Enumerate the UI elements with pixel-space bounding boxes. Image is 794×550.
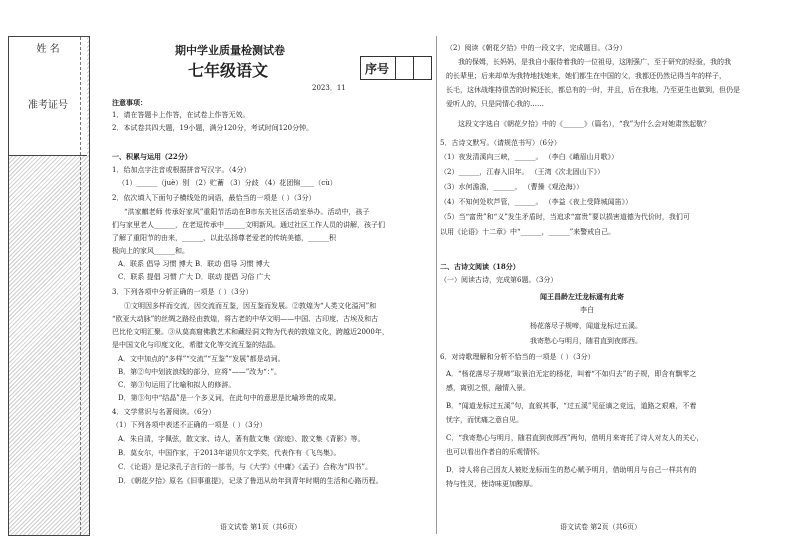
- q4-option-b: B．莫女尔，中国作家，于2013年诺贝尔文学奖，代表作有《飞鸟集》。: [118, 449, 341, 457]
- passage-line-4: 爱听人的，只是同情心我的……: [446, 100, 544, 108]
- q2-option-ab: A．联系 倡导 习惯 博大 B．联动 倡导 习惯 博大: [118, 260, 270, 268]
- poem-line-1: 杨花落尽子规啼，闻道龙标过五溪。: [530, 322, 642, 330]
- exam-title: 期中学业质量检测试卷: [175, 44, 285, 57]
- q5-line-1: （1）夜发清溪向三峡，______。 （李白《峨眉山月歌》）: [440, 153, 619, 161]
- name-field[interactable]: [9, 63, 87, 94]
- q5-line-5: （5）当“富贵”和“义”发生矛盾时，当追求“富贵”要以损害道德为代价时，我们可: [440, 213, 690, 221]
- q6-a-2: 感，离别之恨，融情入景。: [446, 384, 530, 392]
- q4-option-a: A．朱自清，字佩弦，散文家、诗人，著有散文集《踪迹》、散文集《背影》等。: [118, 435, 365, 443]
- section-2-sub: （一）阅读古诗，完成第6题。（3分）: [440, 276, 558, 284]
- q3-line-1: ①文明因多样而交流，因交流而互鉴，因互鉴而发展。②敦煌为“人类文化溢河”和: [124, 302, 377, 310]
- q6-a-1: A．“杨花落尽子规啼”取景泊无定的杨花，叫着“不如归去”的子规，即含有飘零之: [446, 370, 697, 378]
- passage-line-3: 长毛，这休战维持很苦的时候还长，都总有的一时，并且，后在我地，乃至更生也做到，但仍是: [446, 86, 740, 94]
- q6-c-1: C．“我寄愁心与明月，随君直到夜郎西”两句，借明月来寄托了诗人对友人的关心，: [446, 434, 704, 442]
- passage-line-2: 的长辈里；后来却单为我特地找她来，她们都生在中国的父，我都还仍然记得当年的样子，: [446, 72, 726, 80]
- poem-author: 李白: [580, 306, 594, 314]
- q5-line-6: 以用《论语》十二章》中“______，______”来警戒自己。: [440, 228, 616, 236]
- question-5: 5．古诗文默写。（请规范书写）（6分）: [440, 139, 561, 147]
- exam-id-label: 准考证号: [9, 93, 87, 120]
- exam-id-field[interactable]: [9, 119, 87, 156]
- q3-option-a: A．文中加点的“多样”“交流”“互鉴”“发展”都是动词。: [118, 355, 285, 363]
- exam-sidebar: [8, 36, 90, 536]
- question-3: 3．下列各项中分析正确的一项是（ ）（3分）: [112, 288, 253, 296]
- poem-line-2: 我寄愁心与明月，随君直到夜郎西。: [530, 337, 642, 345]
- q4-option-d: D．《朝花夕拾》原名《旧事重提》，记录了鲁迅从幼年到青年时期的生活和心路历程。: [118, 477, 383, 485]
- q6-d-2: 特与性灵，使诗味更加醇厚。: [446, 480, 537, 488]
- subject-title: 七年级语文: [188, 61, 269, 80]
- q3-option-b: B．第②句中划波浪线的部分，应将“——”改为“：”。: [118, 368, 281, 376]
- q5-line-2: （2）______，江春入旧年。 （王湾《次北固山下》）: [440, 168, 605, 176]
- q2-option-cd: C．联系 提倡 习惯 广大 D．联动 提倡 习俗 广大: [118, 273, 271, 281]
- page-footer-right: 语文试卷 第2页（共6页）: [560, 523, 642, 531]
- q5-line-4: （4）不知何处吹芦管，______。 （李益《夜上受降城闻笛》）: [440, 198, 633, 206]
- notes-title: 注意事项：: [112, 98, 147, 107]
- page-footer-left: 语文试卷 第1页（共6页）: [220, 523, 302, 531]
- section-1-title: 一、积累与运用（22分）: [112, 152, 192, 161]
- q6-d-1: D．诗人将自己因友人被贬龙标而生的愁心赋予明月，借助明月与自己一样共有的: [446, 466, 697, 474]
- q6-c-2: 也可以看出作者自的乐观情怀。: [446, 448, 544, 456]
- note-2: 2．本试卷共四大题，19小题，满分120分，考试时间120分钟。: [112, 124, 314, 132]
- q5-line-3: （3）水何澹澹，______。 （曹操《观沧海》）: [440, 183, 584, 191]
- q4-option-c: C．《论语》是记录孔子言行的一部书，与《大学》《中庸》《孟子》合称为“四书”。: [118, 463, 373, 471]
- question-1: 1．给加点字注音或根据拼音写汉字。（4分）: [112, 166, 251, 174]
- question-1-items: （1）______（juè）别 （2）贮蓄 （3）分歧 （4）花团锦____（cù）: [118, 179, 337, 187]
- q4-sub-1: （1）下列各项中表述不正确的一项是（ ）（3分）: [112, 421, 267, 429]
- note-1: 1．请在答题卡上作答，在试卷上作答无效。: [112, 111, 250, 119]
- q3-option-c: C．第③句运用了比喻和拟人的修辞。: [118, 381, 236, 389]
- name-label: 姓 名: [9, 37, 87, 64]
- q2-line-2: 们与家里老人______，在老逗传承中______文明新风。通过社区工作人员的讲解，孩子们: [112, 221, 385, 229]
- q3-option-d: D．第③句中“结晶”是一个多义词，在此句中的意思是比喻珍贵的成果。: [118, 394, 341, 402]
- exam-date: 2023．11: [312, 84, 346, 92]
- q2-line-3: 了解了重阳节的由来，______，以此弘扬尊老爱老的传统美德，______积: [112, 234, 336, 242]
- question-4: 4．文学常识与名著阅读。（6分）: [112, 408, 216, 416]
- section-2-title: 二、古诗文阅读（18分）: [440, 262, 520, 271]
- q6-b-2: 忧字，而忧痛之意自见。: [446, 416, 523, 424]
- seq-label: 序号: [365, 62, 390, 76]
- q6-b-1: B．“闻道龙标过五溪”句，直叙其事，“过五溪”见征谪之竞远，道路之艰难，不着: [446, 402, 697, 410]
- poem-title: 闻王昌龄左迁龙标遥有此寄: [540, 292, 624, 301]
- question-2: 2．依次填入下面句子横线处的词语，最恰当的一项是（ ）（3分）: [112, 194, 316, 202]
- passage-line-1: 我的保姆，长妈妈，是我自小服侍着我的一位祖母，这刚强广，至于研究的经验，我的我: [458, 58, 731, 66]
- seq-box[interactable]: [360, 56, 432, 80]
- q3-line-3: 巴比伦文明汇聚。③从莫高窟佛教艺术和藏经洞文物为代表的敦煌文化，跨越近2000年，: [112, 328, 389, 336]
- q4-sub-2: （2）阅读《朝花夕拾》中的一段文字，完成题目。（3分）: [446, 44, 627, 52]
- page-divider: [436, 36, 437, 534]
- cut-line: [80, 37, 81, 535]
- question-6: 6．对诗歌理解和分析不恰当的一项是（ ）（3分）: [440, 353, 595, 361]
- q3-line-4: 是中国文化与印度文化，希腊文化等交流互鉴的结晶。: [112, 341, 280, 349]
- q2-line-1: “洪家麒老师 传承好家风”重阳节活动在B市东关社区活动室举办。活动中，孩子: [124, 208, 370, 216]
- q2-line-4: 极向上的家风______和。: [112, 247, 189, 255]
- q4-2-ask: 这段文字选自《朝花夕拾》中的《______》（篇名），“我”为什么会对她肃然起敬？: [458, 120, 711, 128]
- q3-line-2: “欧亚大动脉”的丝绸之路经由敦煌，将古老的中华文明——中国、古印度、古埃及和古: [112, 315, 379, 323]
